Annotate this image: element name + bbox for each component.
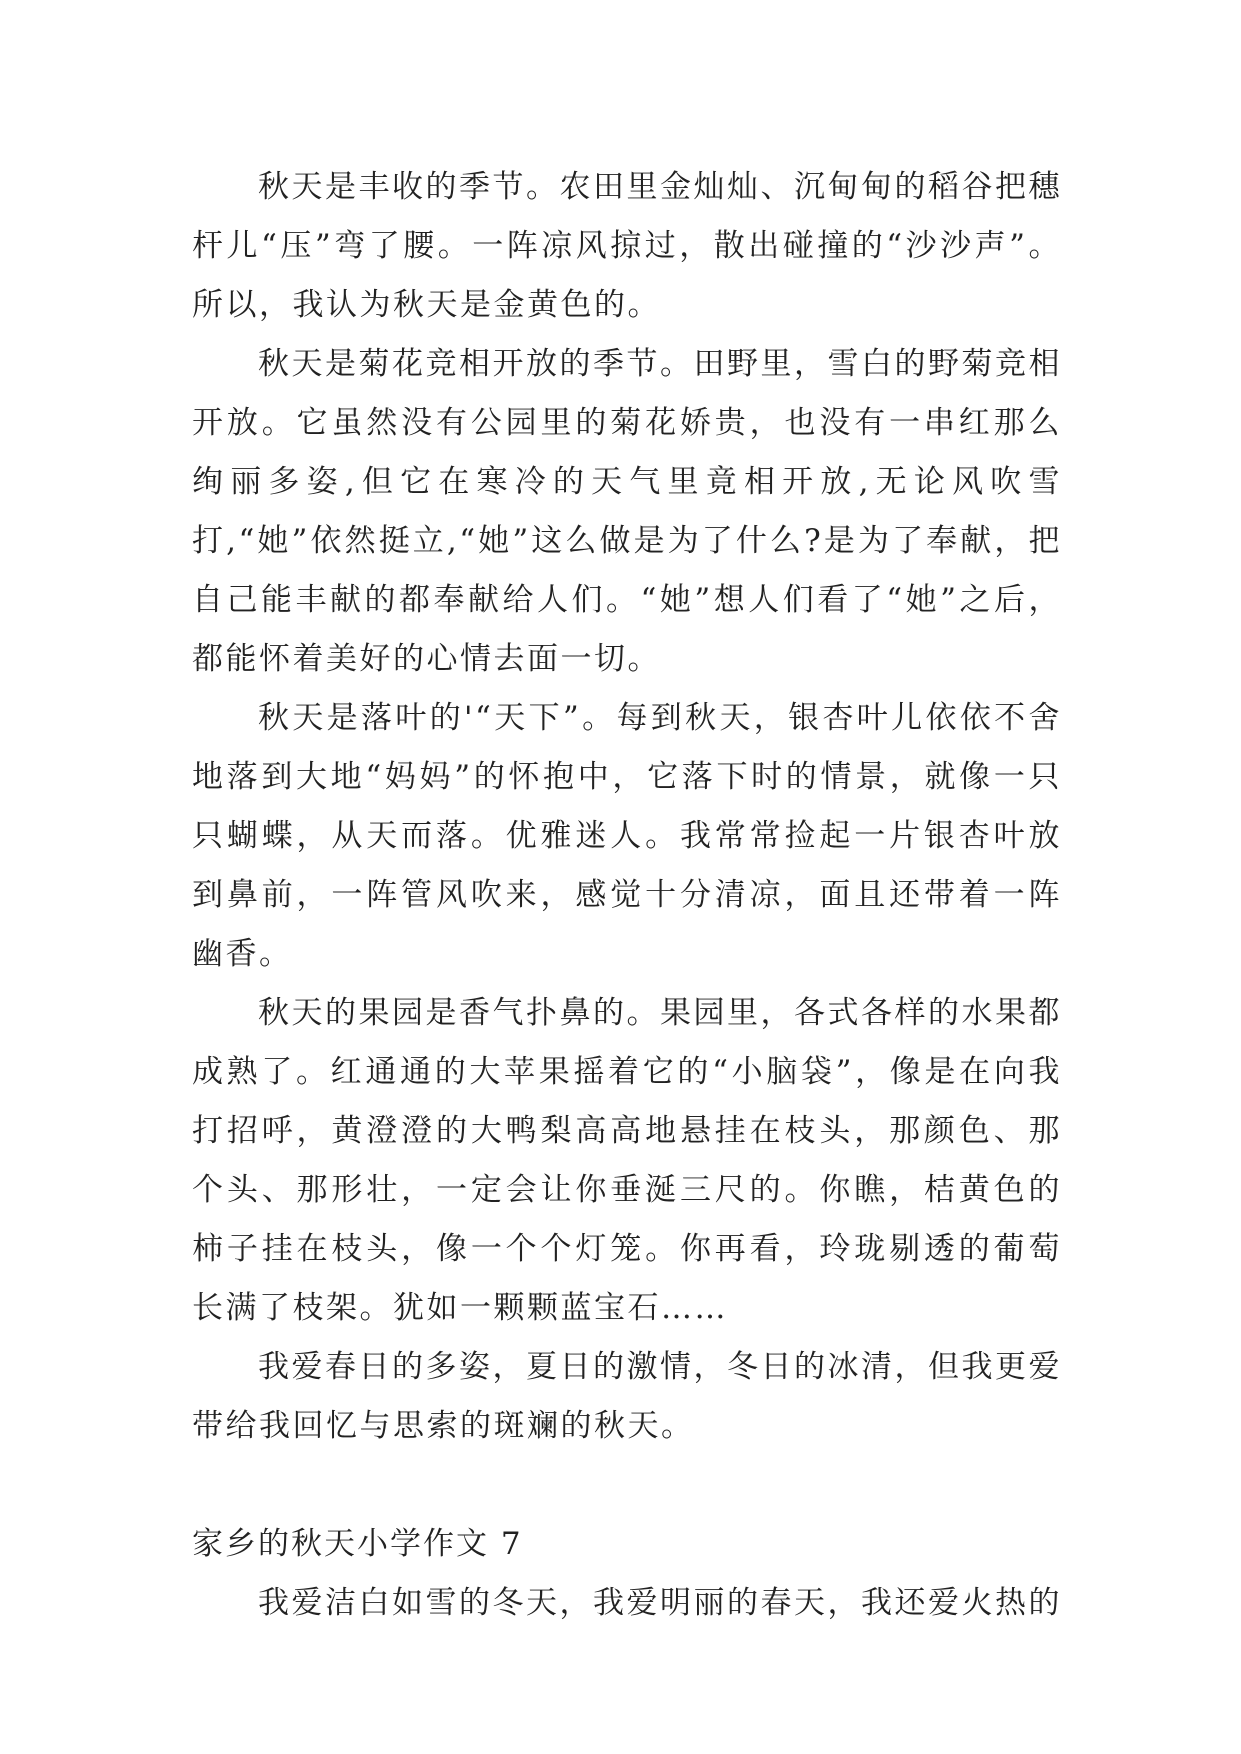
paragraph-orchard: 秋天的果园是香气扑鼻的。果园里，各式各样的水果都成熟了。红通通的大苹果摇着它的“小脑袋”，像是在向我打招呼，黄澄澄的大鸭梨高高地悬挂在枝头，那颜色、那个头、那形壮，一定会让你垂涎三尺的。你瞧，桔黄色的柿子挂在枝头，像一个个灯笼。你再看，玲珑剔透的葡萄长满了枝架。犹如一颗颗蓝宝石……	[192, 995, 1062, 1326]
document-body	[192, 158, 1062, 1633]
paragraph-falling-leaves: 秋天是落叶的'“天下”。每到秋天，银杏叶儿依依不舍地落到大地“妈妈”的怀抱中，它落下时的情景，就像一只只蝴蝶，从天而落。优雅迷人。我常常捡起一片银杏叶放到鼻前，一阵管风吹来，感觉十分清凉，面且还带着一阵幽香。	[192, 700, 1062, 972]
paragraph-chrysanthemum: 秋天是菊花竞相开放的季节。田野里，雪白的野菊竞相开放。它虽然没有公园里的菊花娇贵，也没有一串红那么绚丽多姿,但它在寒冷的天气里竟相开放,无论风吹雪打,“她”依然挺立,“她”这么做是为了什么?是为了奉献，把自己能丰献的都奉献给人们。“她”想人们看了“她”之后，都能怀着美好的心情去面一切。	[192, 346, 1062, 677]
section-title: 家乡的秋天小学作文 7	[192, 1526, 523, 1562]
paragraph-next-essay-start: 我爱洁白如雪的冬天，我爱明丽的春天，我还爱火热的	[258, 1585, 1062, 1621]
paragraph-conclusion: 我爱春日的多姿，夏日的激情，冬日的冰清，但我更爱带给我回忆与思索的斑斓的秋天。	[192, 1349, 1062, 1444]
paragraph-harvest: 秋天是丰收的季节。农田里金灿灿、沉甸甸的稻谷把穗杆儿“压”弯了腰。一阵凉风掠过，散出碰撞的“沙沙声”。所以，我认为秋天是金黄色的。	[192, 169, 1062, 323]
